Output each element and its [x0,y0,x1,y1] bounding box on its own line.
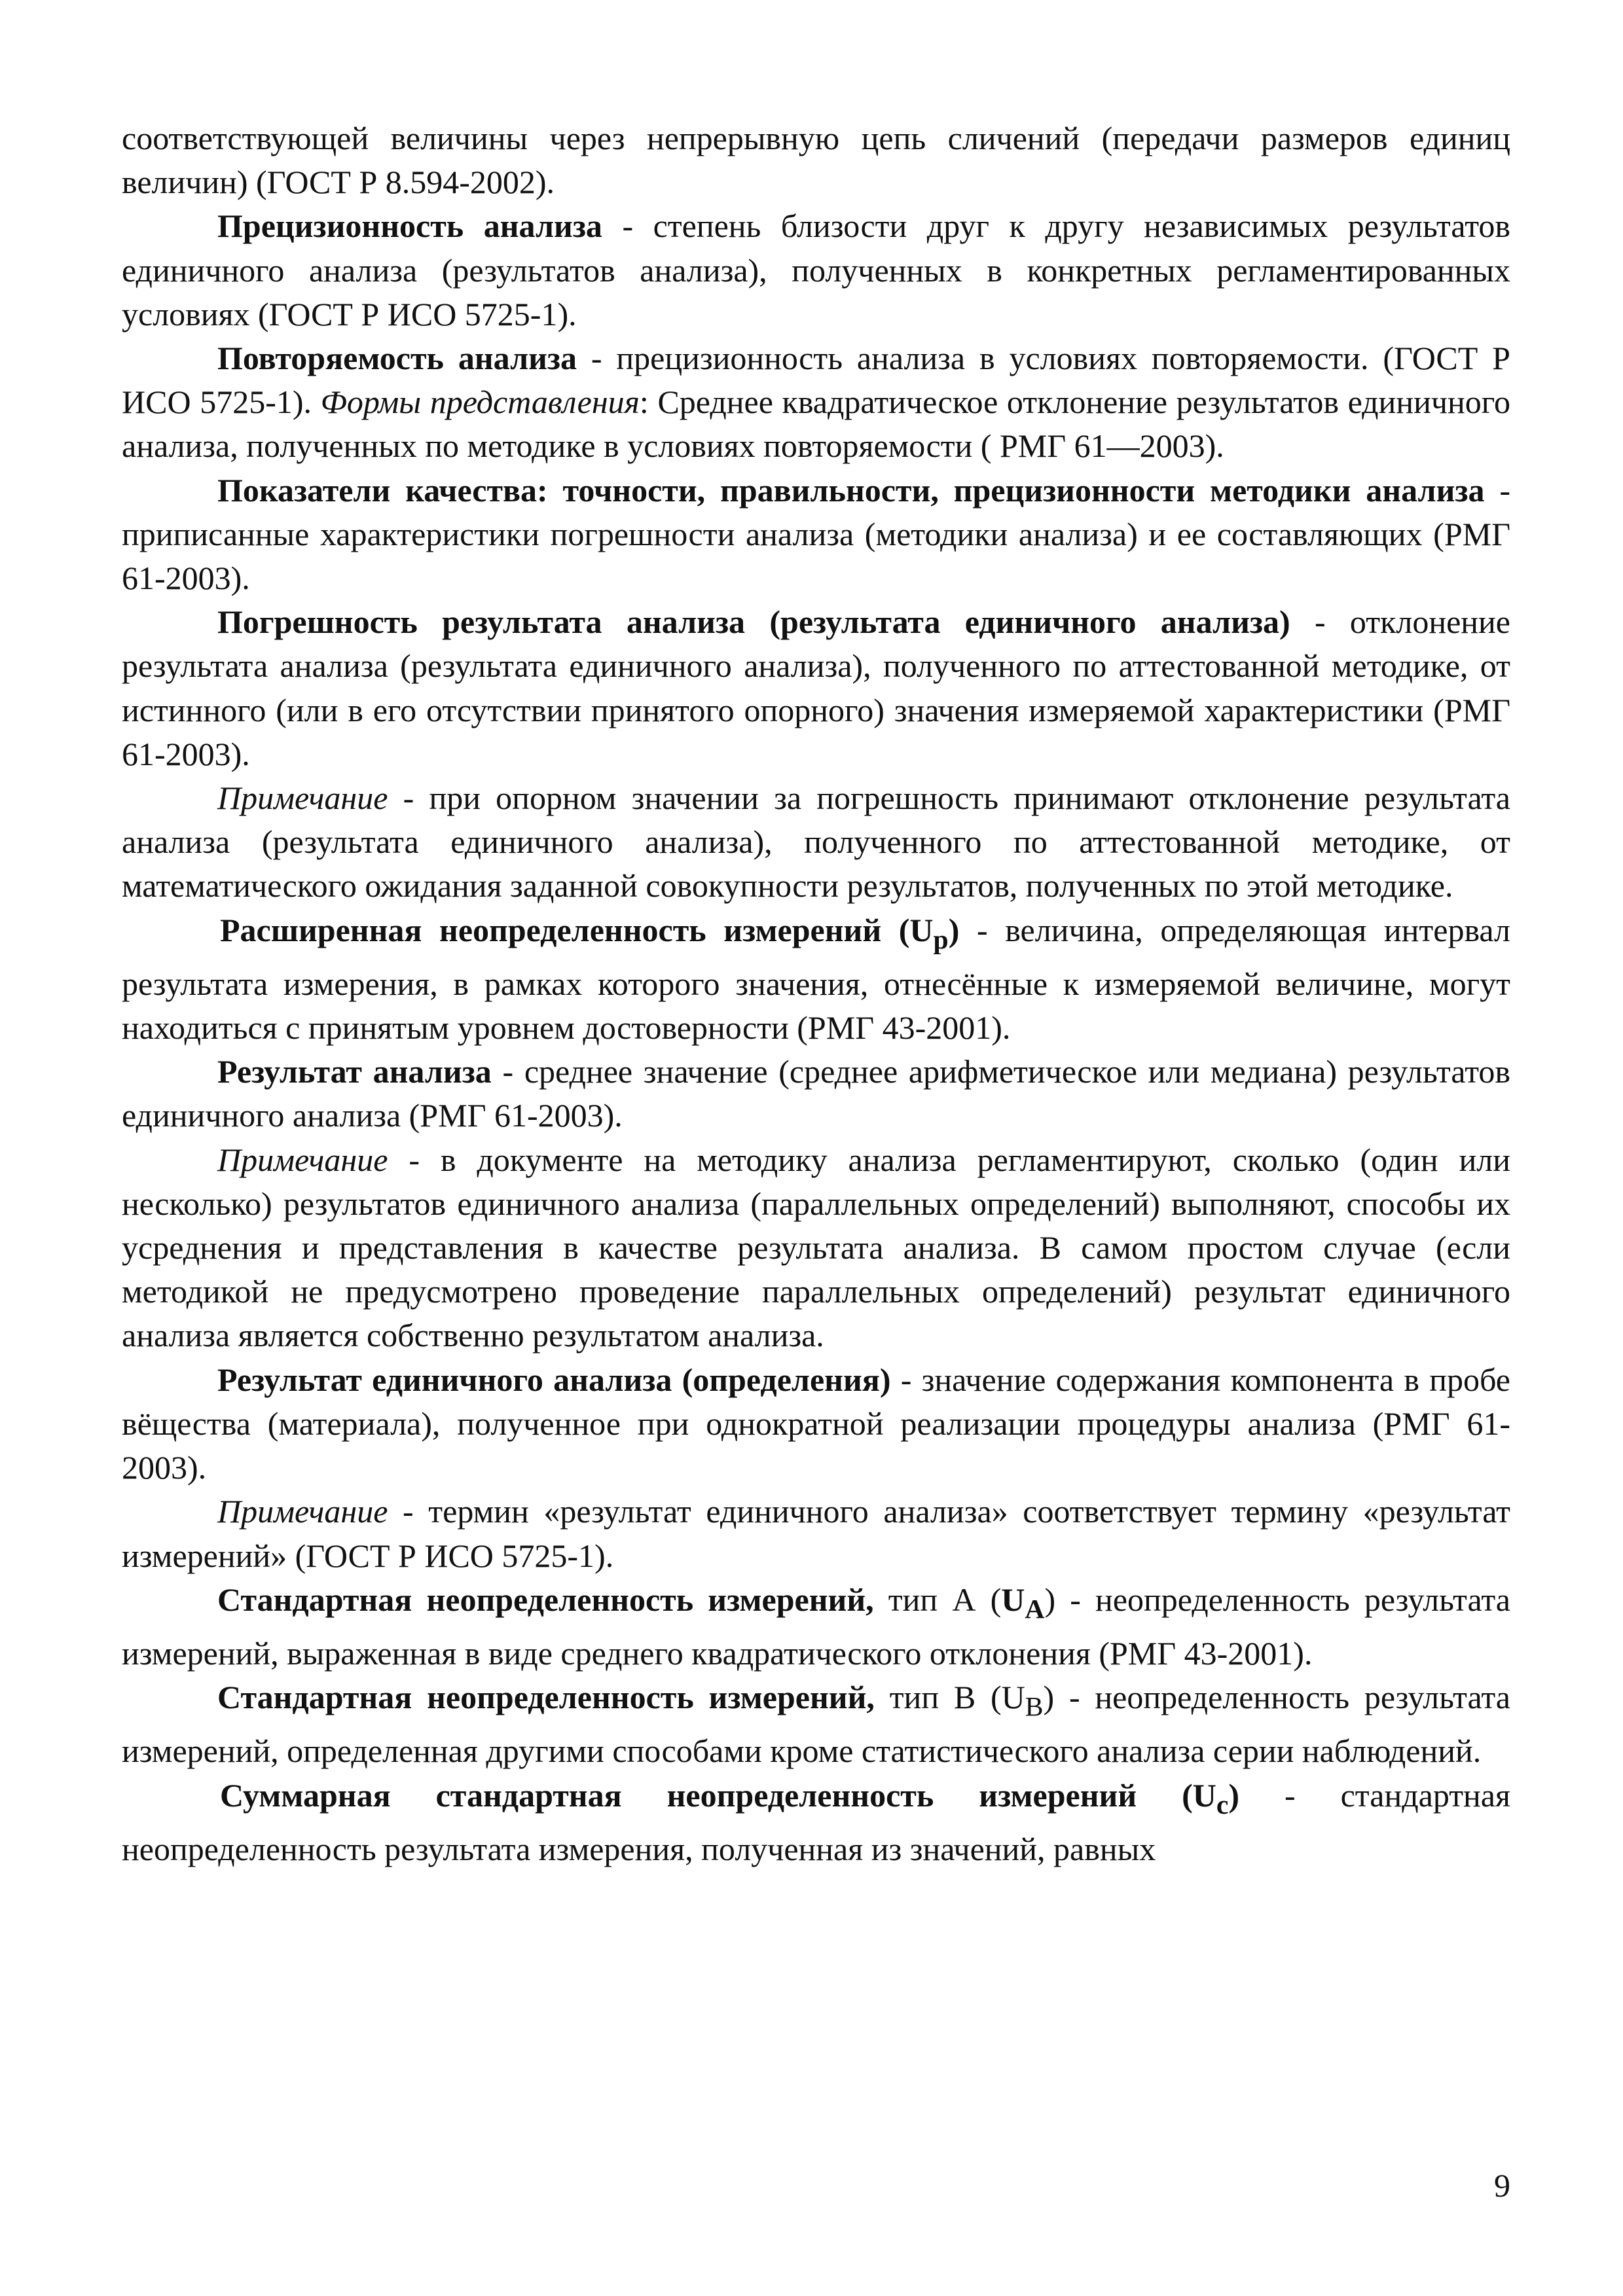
paragraph-text: соответствующей величины через непрерывную цепь сличений (передачи размеров единиц величин) (ГОСТ Р 8.594-2002). [122,120,1510,201]
definition-text: - стандартная неопределенность результата измерения, полученная из значений, равных [122,1776,1510,1867]
term: Показатели качества: точности, правильности, прецизионности методики анализа [217,471,1485,509]
term-close: ) [1228,1776,1240,1814]
definition-text: - значение содержания компонента в пробе вёщества (материала), полученное при однократной реализации процедуры анализа (РМГ 61-2003). [122,1361,1510,1486]
definition-text-continued: ) - неопределенность результата измерений, выраженная в виде среднего квадратического отклонения (РМГ 43-2001). [122,1581,1511,1672]
definition-text: - среднее значение (среднее арифметическое или медиана) результатов единичного анализа (РМГ 61-2003). [122,1053,1510,1134]
definition-text: тип А ( [873,1581,1002,1618]
term: Результат анализа [217,1053,492,1090]
term: Стандартная неопределенность измерений, [217,1581,874,1618]
note-label: Примечание [217,1493,388,1530]
definition-analysis-result [122,1050,1510,1138]
definition-quality-indicators [122,469,1510,601]
definition-text: тип В (U [874,1679,1025,1716]
definition-single-analysis-result [122,1358,1510,1490]
note-text: - в документе на методику анализа регламентируют, сколько (один или несколько) результатов единичного анализа (параллельных определений) выполняют, способы их усреднения и представления в качестве результата анализа. В самом простом случае (если методикой не предусмотрено проведение параллельных определений) результат единичного анализа является собственно результатом анализа. [122,1141,1510,1354]
definition-analysis-error [122,600,1510,776]
definition-text: - отклонение результата анализа (результата единичного анализа), полученного по аттестованной методике, от истинного (или в его отсутствии принятого опорного) значения измеряемой характеристики (РМГ 61-2003). [122,603,1510,772]
term: Результат единичного анализа (определения) [217,1361,891,1398]
definition-text: - степень близости друг к другу независимых результатов единичного анализа (результатов анализа), полученных в конкретных регламентированных условиях (ГОСТ Р ИСО 5725-1). [122,207,1511,332]
note-label: Примечание [217,1141,388,1178]
note-text: - термин «результат единичного анализа» соответствует термину «результат измерений» (ГОСТ Р ИСО 5725-1). [122,1493,1510,1574]
symbol-letter: U [1001,1581,1025,1618]
note-paragraph [122,776,1510,908]
page-number: 9 [1494,2167,1510,2204]
note-paragraph [122,1490,1510,1577]
note-paragraph [122,1138,1510,1358]
definition-standard-uncertainty-b [122,1676,1510,1773]
term-text: Расширенная неопределенность измерений (U [220,911,934,948]
note-text: - при опорном значении за погрешность принимают отклонение результата анализа (результата единичного анализа), полученного по аттестованной методике, от математического ожидания заданной совокупности результатов, полученных по этой методике. [122,780,1510,905]
subscript: c [1216,1789,1229,1820]
definition-combined-uncertainty [122,1774,1510,1871]
definition-text: - величина, определяющая интервал результата измерения, в рамках которого значения, отнесённые к измеряемой величине, могут находиться с принятым уровнем достоверности (РМГ 43-2001). [122,911,1510,1047]
definition-repeatability [122,336,1510,469]
term [220,911,960,955]
definition-text-continued: ) - неопределенность результата измерений, определенная другими способами кроме статистического анализа серии наблюдений. [122,1679,1510,1770]
term-close: ) [948,911,960,948]
definition-standard-uncertainty-a [122,1578,1510,1676]
symbol [1001,1581,1045,1624]
definition-text: - приписанные характеристики погрешности анализа (методики анализа) и ее составляющих (РМГ 61-2003). [122,471,1510,597]
definition-text: - прецизионность анализа в условиях повторяемости. (ГОСТ Р ИСО 5725-1). [122,340,1510,421]
definition-precision [122,204,1510,336]
subscript: A [1025,1594,1045,1624]
subscript: B [1025,1692,1044,1723]
term: Прецизионность анализа [217,207,602,245]
term: Стандартная неопределенность измерений, [217,1679,875,1716]
definition-expanded-uncertainty [122,908,1510,1050]
term: Повторяемость анализа [217,340,577,377]
definition-text-continued: : Среднее квадратическое отклонение результатов единичного анализа, полученных по методике в условиях повторяемости ( РМГ 61—2003). [122,384,1510,465]
paragraph-continuation [122,117,1510,204]
term: Погрешность результата анализа (результата единичного анализа) [217,603,1290,641]
note-label: Примечание [217,780,388,817]
term-text: Суммарная стандартная неопределенность измерений (U [220,1776,1216,1814]
term [220,1776,1240,1820]
italic-label: Формы представления [320,384,640,421]
subscript: р [933,924,949,955]
